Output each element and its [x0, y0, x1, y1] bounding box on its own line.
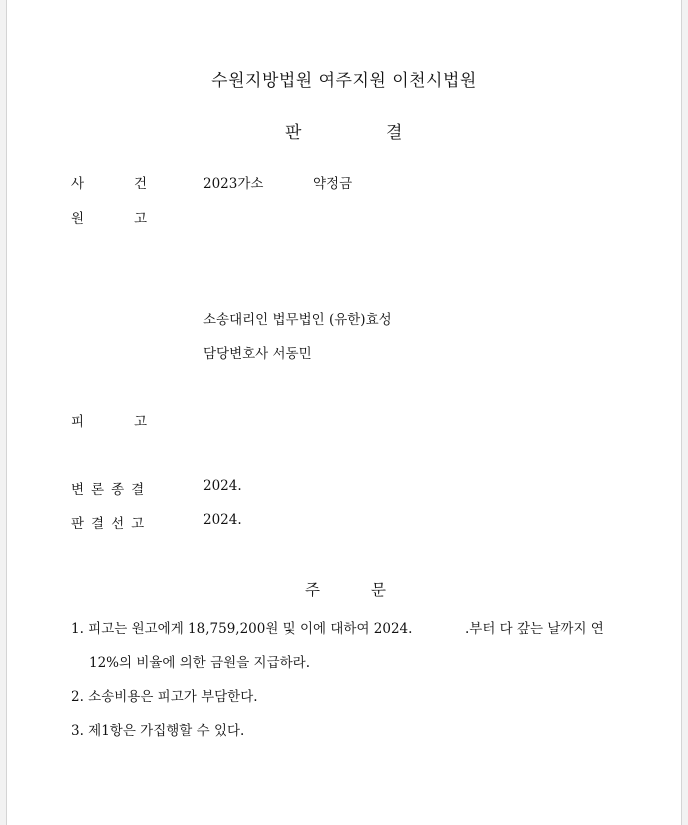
defendant-label-a: 피 — [71, 414, 85, 430]
plaintiff-label-a: 원 — [71, 211, 85, 227]
main-text-heading-right: 문 — [371, 581, 386, 599]
plaintiff-label-b: 고 — [134, 211, 148, 227]
order-item-1-line-1a: 1. 피고는 원고에게 18,759,200원 및 이에 대하여 2024. — [71, 621, 413, 637]
document-page — [6, 0, 682, 825]
order-item-1-line-1b: .부터 다 갚는 날까지 연 — [465, 621, 604, 637]
defendant-label-b: 고 — [134, 414, 148, 430]
case-name: 약정금 — [313, 176, 353, 192]
case-label-a: 사 — [71, 176, 85, 192]
court-name: 수원지방법원 여주지원 이천시법원 — [211, 71, 477, 91]
document-title-right: 결 — [386, 123, 403, 143]
closing-date-value: 2024. — [203, 478, 242, 494]
ruling-date-value: 2024. — [203, 512, 242, 528]
ruling-date-label: 판결선고 — [71, 516, 152, 532]
plaintiff-attorney: 담당변호사 서동민 — [203, 346, 312, 362]
document-title-left: 판 — [285, 123, 302, 143]
order-item-3: 3. 제1항은 가집행할 수 있다. — [71, 723, 245, 739]
order-item-1-line-2: 12%의 비율에 의한 금원을 지급하라. — [89, 655, 310, 671]
case-label-b: 건 — [134, 176, 148, 192]
order-item-2: 2. 소송비용은 피고가 부담한다. — [71, 689, 258, 705]
main-text-heading-left: 주 — [305, 581, 320, 599]
plaintiff-representative: 소송대리인 법무법인 (유한)효성 — [203, 312, 392, 328]
closing-date-label: 변론종결 — [71, 482, 152, 498]
case-number: 2023가소 — [203, 176, 264, 192]
